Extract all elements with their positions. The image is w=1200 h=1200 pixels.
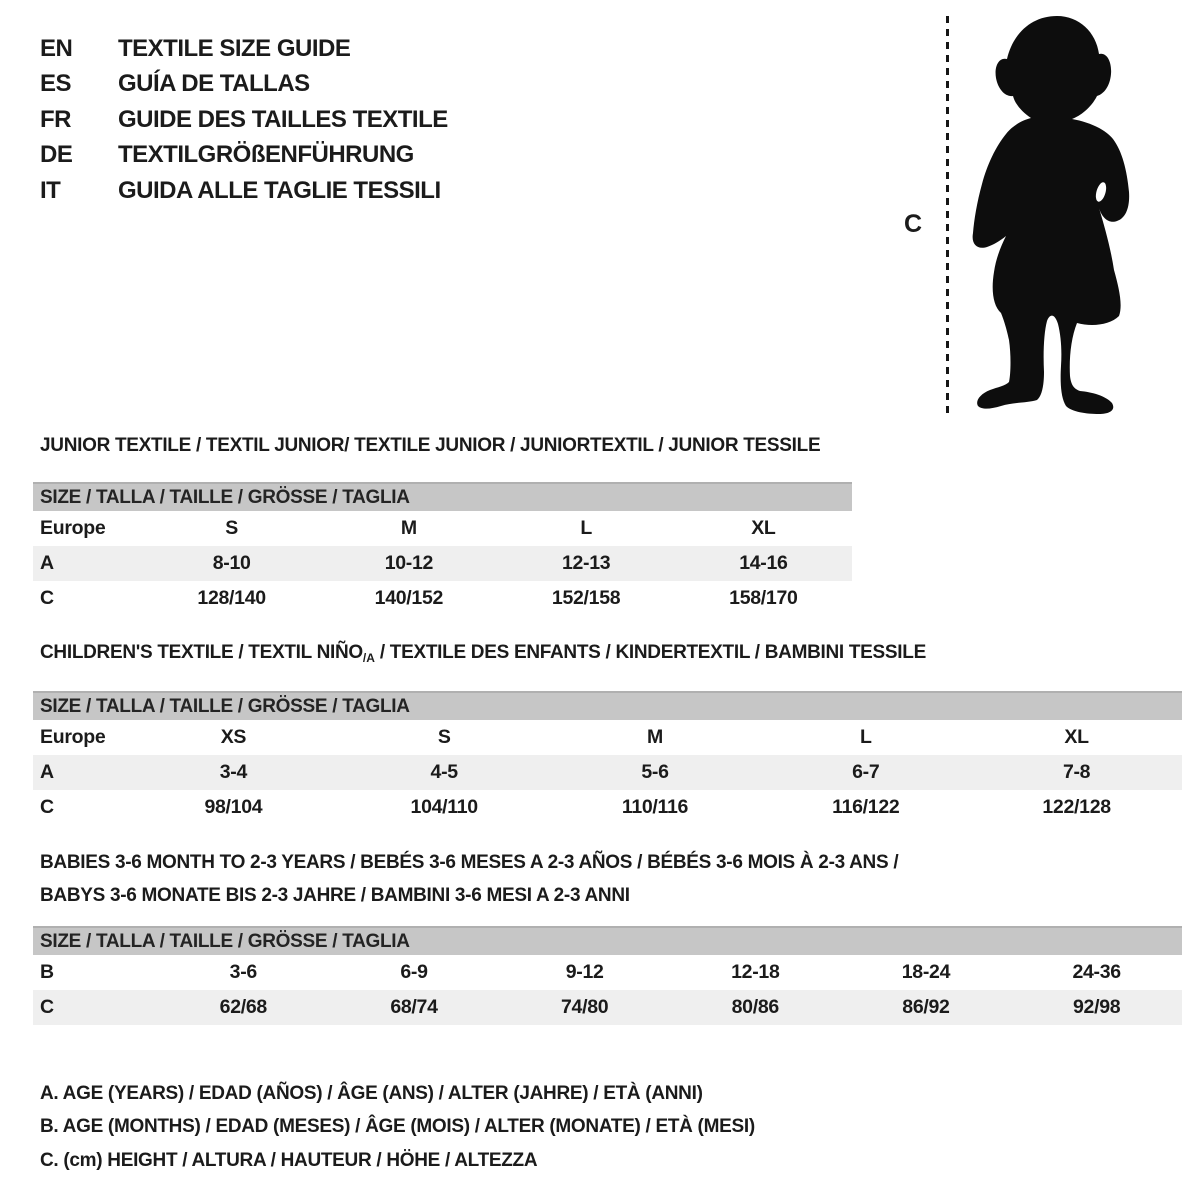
legend-line-height-cm: C. (cm) HEIGHT / ALTURA / HAUTEUR / HÖHE / ALTEZZA [40, 1149, 538, 1171]
language-code: IT [40, 176, 61, 204]
months-cell: 9-12 [565, 961, 604, 983]
age-cell: 3-4 [219, 761, 248, 783]
table-row-height [33, 990, 1182, 1025]
junior-size-table [33, 511, 852, 616]
age-cell: 14-16 [739, 552, 788, 574]
age-cell: 8-10 [212, 552, 251, 574]
legend-line-age-months: B. AGE (MONTHS) / EDAD (MESES) / ÂGE (MOIS) / ALTER (MONATE) / ETÀ (MESI) [40, 1116, 755, 1138]
row-label: A [40, 761, 54, 783]
size-cell: XS [220, 726, 247, 748]
height-cell: 74/80 [560, 996, 609, 1018]
age-cell: 7-8 [1062, 761, 1091, 783]
height-cell: 110/116 [621, 796, 689, 818]
row-label: A [40, 552, 54, 574]
age-cell: 5-6 [641, 761, 669, 783]
size-header-bar: SIZE / TALLA / TAILLE / GRÖSSE / TAGLIA [33, 926, 1182, 955]
row-label: C [40, 796, 54, 818]
height-cell: 158/170 [729, 587, 798, 609]
age-cell: 10-12 [384, 552, 434, 574]
table-row-age [33, 546, 852, 581]
months-cell: 18-24 [901, 961, 951, 983]
row-label: Europe [40, 726, 106, 748]
guide-title-es: GUÍA DE TALLAS [118, 70, 310, 98]
measurement-legend [40, 1077, 755, 1177]
size-cell: XL [1064, 726, 1089, 748]
months-cell: 12-18 [731, 961, 780, 983]
height-cell: 116/122 [832, 796, 900, 818]
size-cell: S [225, 517, 238, 539]
language-code: EN [40, 35, 73, 62]
size-cell: M [400, 517, 417, 539]
height-cell: 152/158 [551, 587, 621, 609]
age-cell: 12-13 [561, 552, 611, 574]
size-cell: M [647, 726, 663, 748]
guide-title-fr: GUIDE DES TAILLES TEXTILE [118, 105, 448, 133]
language-row-en [40, 31, 448, 66]
size-cell: L [859, 726, 872, 748]
size-cell: XL [751, 517, 776, 539]
size-header-bar: SIZE / TALLA / TAILLE / GRÖSSE / TAGLIA [33, 691, 1182, 720]
table-row-age [33, 755, 1182, 790]
junior-section-title: JUNIOR TEXTILE / TEXTIL JUNIOR/ TEXTILE JUNIOR / JUNIORTEXTIL / JUNIOR TESSILE [40, 435, 821, 456]
row-label: B [40, 961, 54, 983]
children-size-table-section [33, 691, 1182, 825]
language-row-it [40, 173, 448, 208]
table-row-height [33, 581, 852, 616]
row-label: Europe [40, 517, 106, 539]
babies-size-table-section [33, 926, 1182, 1025]
table-row-europe [33, 720, 1182, 755]
size-cell: S [437, 726, 451, 748]
height-cell: 80/86 [731, 996, 779, 1018]
height-cell: 86/92 [902, 996, 950, 1018]
language-row-es [40, 66, 448, 101]
toddler-silhouette-icon [958, 8, 1146, 420]
dashed-measure-line [946, 16, 949, 418]
height-cell: 68/74 [390, 996, 438, 1018]
children-title-post: / TEXTILE DES ENFANTS / KINDERTEXTIL / BAMBINI TESSILE [374, 642, 926, 663]
row-label: C [40, 587, 54, 609]
height-cell: 140/152 [374, 587, 444, 609]
language-title-list [40, 31, 448, 208]
legend-line-age-years: A. AGE (YEARS) / EDAD (AÑOS) / ÂGE (ANS) / ALTER (JAHRE) / ETÀ (ANNI) [40, 1083, 703, 1104]
guide-title-it: GUIDA ALLE TAGLIE TESSILI [118, 176, 441, 204]
age-cell: 6-7 [852, 761, 880, 783]
height-measure-label: C [904, 210, 923, 238]
table-row-europe [33, 511, 852, 546]
language-row-fr [40, 102, 448, 137]
height-cell: 62/68 [219, 996, 267, 1018]
height-cell: 104/110 [410, 796, 478, 818]
row-label: C [40, 996, 54, 1018]
height-cell: 92/98 [1072, 996, 1121, 1018]
guide-title-en: TEXTILE SIZE GUIDE [118, 35, 351, 62]
language-row-de [40, 137, 448, 172]
children-section-title [40, 642, 926, 665]
children-size-table [33, 720, 1182, 825]
height-cell: 122/128 [1042, 796, 1111, 818]
babies-section-title-line1: BABIES 3-6 MONTH TO 2-3 YEARS / BEBÉS 3-6 MESES A 2-3 AÑOS / BÉBÉS 3-6 MOIS À 2-3 ANS / [40, 852, 899, 873]
language-code: DE [40, 141, 73, 169]
language-code: FR [40, 105, 71, 133]
junior-size-table-section [33, 482, 852, 616]
table-row-months [33, 955, 1182, 990]
height-cell: 128/140 [197, 587, 266, 609]
guide-title-de: TEXTILGRÖßENFÜHRUNG [118, 141, 414, 169]
table-row-height [33, 790, 1182, 825]
babies-section-title-line2: BABYS 3-6 MONATE BIS 2-3 JAHRE / BAMBINI 3-6 MESI A 2-3 ANNI [40, 885, 630, 906]
months-cell: 3-6 [229, 961, 257, 983]
age-cell: 4-5 [430, 761, 458, 783]
height-cell: 98/104 [204, 796, 263, 818]
babies-size-table [33, 955, 1182, 1025]
language-code: ES [40, 70, 72, 98]
size-cell: L [580, 517, 592, 539]
months-cell: 6-9 [400, 961, 428, 983]
size-header-bar: SIZE / TALLA / TAILLE / GRÖSSE / TAGLIA [33, 482, 852, 511]
months-cell: 24-36 [1072, 961, 1121, 983]
children-title-pre: CHILDREN'S TEXTILE / TEXTIL NIÑO [40, 642, 363, 663]
children-title-subscript: /A [362, 651, 375, 665]
